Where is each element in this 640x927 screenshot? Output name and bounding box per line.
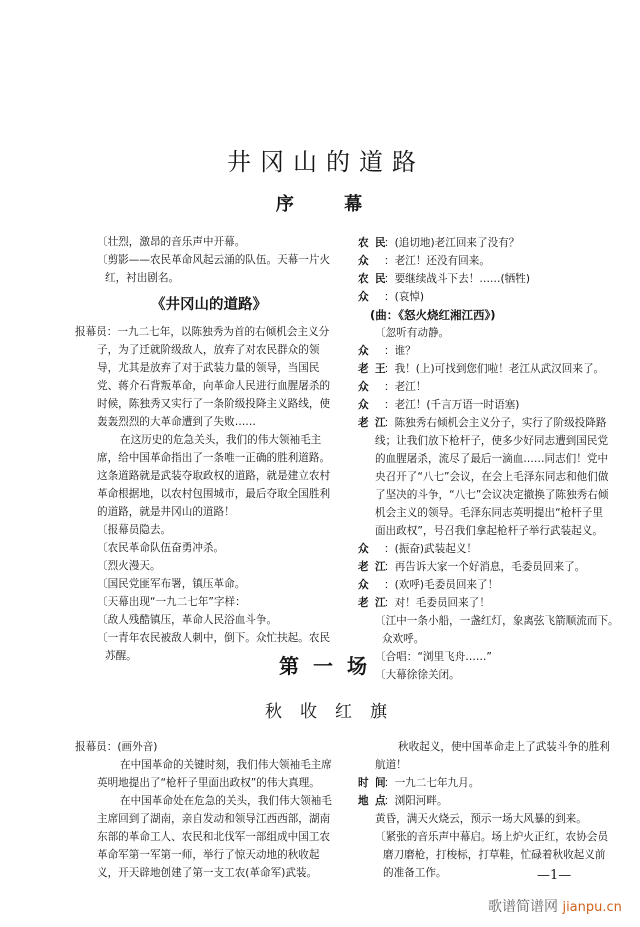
speaker-colon: ： (384, 597, 395, 609)
line-text: 〔一青年农民被敌人刺中，倒下。众忙扶起。农民 (97, 632, 331, 644)
line-text: 〔紧张的音乐声中幕启。场上炉火正红，农协会员 (375, 831, 609, 843)
text-line (75, 323, 343, 341)
scene-one-heading: 第一场 (279, 654, 381, 678)
dialogue-line (358, 378, 623, 396)
speaker-name: 众 (358, 399, 369, 411)
line-text: 对！毛委员回来了！ (394, 597, 490, 609)
speaker-colon: ： (384, 255, 395, 267)
line-text: 《井冈山的道路》 (151, 297, 267, 313)
speaker-name: 众 (358, 381, 369, 393)
line-text: (振奋)武装起义！ (394, 543, 478, 555)
line-text: 央召开了“八七”会议，在会上毛泽东同志和他们做 (375, 471, 609, 483)
line-text: 〔农民革命队伍奋勇冲杀。 (97, 542, 225, 554)
text-line (75, 539, 343, 557)
line-text: 时候，陈独秀又实行了一条阶级投降主义路线，使 (97, 398, 331, 410)
text-line (75, 521, 343, 539)
line-text: 导，尤其是放弃了对于武装力量的领导，当国民 (97, 362, 320, 374)
speaker-name: 老 (358, 417, 369, 429)
watermark-cn: 歌谱简谱网 (488, 899, 558, 915)
text-line (75, 359, 343, 377)
text-line (358, 432, 623, 450)
speaker-name: 时 (358, 777, 369, 789)
speaker-name: 江 (375, 597, 386, 609)
prologue-heading: 序 幕 (275, 194, 385, 215)
speaker-colon: ： (384, 291, 395, 303)
speaker-name: 点 (375, 795, 386, 807)
speaker-colon: ： (384, 561, 395, 573)
text-line (75, 485, 343, 503)
text-line (75, 233, 343, 251)
text-line (358, 450, 623, 468)
line-text: 的血腥屠杀，流尽了最后一滴血……同志们！党中 (375, 453, 609, 465)
dialogue-line (358, 288, 623, 306)
line-text: 磨刀磨枪，打梭标，打草鞋，忙碌着秋收起义前 (383, 849, 606, 861)
text-line (358, 486, 623, 504)
line-text: 在中国革命处在危急的关头，我们伟大领袖毛 (120, 795, 332, 807)
text-line (358, 522, 623, 540)
dialogue-line (358, 594, 623, 612)
line-text: 秋收起义，使中国革命走上了武装斗争的胜利 (398, 741, 610, 753)
text-line (75, 774, 343, 792)
scene-one-left-column (75, 738, 343, 882)
speaker-colon: ： (384, 579, 395, 591)
line-text: 了坚决的斗争，“八七”会议决定撤换了陈独秀右倾 (375, 489, 609, 501)
text-line (75, 611, 343, 629)
speaker-name: 江 (375, 417, 386, 429)
watermark-en: jianpu.cn (562, 900, 622, 915)
line-text: 主席回到了湖南，亲自发动和领导江西西部，湖南 (97, 813, 331, 825)
line-text: 子，为了迁就阶级敌人，放弃了对农民群众的领 (97, 344, 320, 356)
text-line (75, 846, 343, 864)
text-line (75, 341, 343, 359)
line-text: 老江！还没有回来。 (394, 255, 490, 267)
speaker-name: 老 (358, 597, 369, 609)
dialogue-line (358, 558, 623, 576)
speaker-name: 民 (375, 237, 386, 249)
speaker-name: 众 (358, 345, 369, 357)
prologue-right-column (358, 234, 623, 684)
line-text: 我！(上)可找到您们啦！老江从武汉回来了。 (394, 363, 605, 375)
dialogue-line (358, 792, 623, 810)
line-text: 党、蒋介石背叛革命，向革命人民进行血腥屠杀的 (97, 380, 331, 392)
dialogue-line (358, 270, 623, 288)
text-line (75, 629, 343, 647)
line-text: 陈独秀右倾机会主义分子，实行了阶级投降路 (394, 417, 607, 429)
text-line (75, 593, 343, 611)
text-line (358, 324, 623, 342)
line-text: 浏阳河畔。 (394, 795, 448, 807)
speaker-name: 老 (358, 561, 369, 573)
text-line (75, 413, 343, 431)
text-line (75, 828, 343, 846)
dialogue-line (358, 342, 623, 360)
speaker-colon: ： (384, 237, 395, 249)
text-line (358, 738, 623, 756)
line-text: 席，给中国革命指出了一条唯一正确的胜利道路。 (97, 452, 331, 464)
text-line (75, 431, 343, 449)
line-text: (哀悼) (394, 291, 425, 303)
dialogue-line (358, 396, 623, 414)
line-text: 老江！(千言万语一时语塞) (394, 399, 520, 411)
speaker-colon: ： (384, 399, 395, 411)
dialogue-line (358, 252, 623, 270)
speaker-name: 农 (358, 237, 369, 249)
speaker-name: 农 (358, 273, 369, 285)
text-line (75, 864, 343, 882)
line-text: 报幕员：一九二七年，以陈独秀为首的右倾机会主义分 (75, 326, 330, 338)
line-text: 〔敌人残酷镇压，革命人民浴血斗争。 (97, 614, 278, 626)
speaker-name: 众 (358, 291, 369, 303)
scene-one-subtitle: 秋收红旗 (265, 702, 405, 722)
line-text: 〔壮烈，激昂的音乐声中开幕。 (97, 236, 246, 248)
speaker-name: 众 (358, 255, 369, 267)
page-number: —1— (537, 868, 572, 883)
line-text: 〔大幕徐徐关闭。 (375, 669, 460, 681)
line-text: 〔烈火漫天。 (97, 560, 161, 572)
line-text: 再告诉大家一个好消息，毛委员回来了。 (394, 561, 586, 573)
text-line (358, 630, 623, 648)
line-text: 在中国革命的关键时刻，我们伟大领袖毛主席 (120, 759, 332, 771)
speaker-name: 民 (375, 273, 386, 285)
line-text: 东部的革命工人、农民和北伐军一部组成中国工农 (97, 831, 331, 843)
text-line (358, 864, 623, 882)
line-text: 航道！ (375, 759, 407, 771)
speaker-colon: ： (384, 345, 395, 357)
speaker-colon: ： (384, 381, 395, 393)
text-line (358, 306, 623, 324)
text-line (75, 503, 343, 521)
line-text: (追切地)老江回来了没有？ (394, 237, 520, 249)
dialogue-line (358, 576, 623, 594)
speaker-colon: ： (384, 795, 395, 807)
speaker-name: 众 (358, 579, 369, 591)
line-text: 轰轰烈烈的大革命遭到了失败…… (97, 416, 256, 428)
line-text: 线；让我们放下枪杆子，使多少好同志遭到国民党 (375, 435, 609, 447)
speaker-colon: ： (384, 777, 395, 789)
line-text: 〔国民党匪军布署，镇压革命。 (97, 578, 246, 590)
speaker-name: 众 (358, 543, 369, 555)
dialogue-line (358, 540, 623, 558)
text-line (75, 810, 343, 828)
line-text: (曲：《怒火烧红湘江西》) (370, 308, 496, 322)
text-line (358, 846, 623, 864)
text-line (358, 504, 623, 522)
dialogue-line (358, 360, 623, 378)
speaker-name: 王 (375, 363, 386, 375)
line-text: 革命军第一军第一师，举行了惊天动地的秋收起 (97, 849, 320, 861)
speaker-colon: ： (384, 363, 395, 375)
text-line (75, 251, 343, 269)
line-text: 红，衬出剧名。 (105, 272, 180, 284)
speaker-name: 地 (358, 795, 369, 807)
line-text: 义，开天辟地创建了第一支工农(革命军)武装。 (97, 867, 318, 879)
play-title: 井冈山的道路 (227, 148, 425, 176)
line-text: 这条道路就是武装夺取政权的道路，就是建立农村 (97, 470, 331, 482)
text-line (75, 557, 343, 575)
text-line (358, 828, 623, 846)
line-text: 苏醒。 (105, 650, 137, 662)
speaker-colon: ： (384, 273, 395, 285)
line-text: 〔天幕出现“一九二七年”字样： (97, 596, 246, 608)
text-line (75, 449, 343, 467)
text-line (75, 792, 343, 810)
line-text: 在这历史的危急关头，我们的伟大领袖毛主 (120, 434, 322, 446)
dialogue-line (358, 234, 623, 252)
text-line (75, 756, 343, 774)
line-text: 的道路，就是井冈山的道路！ (97, 506, 235, 518)
line-text: 革命根据地，以农村包围城市，最后夺取全国胜利 (97, 488, 331, 500)
watermark (488, 896, 622, 916)
text-line (358, 612, 623, 630)
scene-one-right-column (358, 738, 623, 882)
speaker-name: 江 (375, 561, 386, 573)
line-text: 报幕员：(画外音) (75, 741, 158, 753)
line-text: 〔报幕员隐去。 (97, 524, 172, 536)
line-text: (欢呼)毛委员回来了！ (394, 579, 499, 591)
line-text: 谁？ (394, 345, 416, 357)
prologue-left-column (75, 233, 343, 665)
speaker-colon: ： (384, 543, 395, 555)
line-text: 〔剪影——农民革命风起云涌的队伍。天幕一片火 (97, 254, 331, 266)
text-line (358, 810, 623, 828)
subheading (75, 287, 343, 323)
dialogue-line (358, 774, 623, 792)
text-line (75, 467, 343, 485)
speaker-name: 间 (375, 777, 386, 789)
speaker-colon: ： (384, 417, 395, 429)
line-text: 机会主义的领导。毛泽东同志英明提出“枪杆子里 (375, 507, 603, 519)
line-text: 面出政权”，号召我们拿起枪杆子举行武装起义。 (375, 525, 603, 537)
text-line (75, 269, 343, 287)
text-line (75, 377, 343, 395)
line-text: 老江！ (394, 381, 427, 393)
dialogue-line (358, 414, 623, 432)
line-text: 黄昏，满天火烧云，预示一场大风暴的到来。 (375, 813, 587, 825)
line-text: 〔合唱：“浏里飞舟……” (375, 651, 492, 663)
line-text: 众欢呼。 (382, 633, 425, 645)
line-text: 的准备工作。 (383, 867, 447, 879)
text-line (358, 468, 623, 486)
text-line (75, 575, 343, 593)
text-line (75, 738, 343, 756)
line-text: 英明地提出了“枪杆子里面出政权”的伟大真理。 (97, 777, 320, 789)
line-text: 〔忽听有动静。 (375, 327, 450, 339)
text-line (75, 395, 343, 413)
line-text: 一九二七年九月。 (394, 777, 480, 789)
speaker-name: 老 (358, 363, 369, 375)
line-text: 要继续战斗下去！……(牺牲) (394, 273, 530, 285)
line-text: 〔江中一条小船，一盏红灯，象离弦飞箭顺流而下。 (375, 615, 619, 627)
text-line (358, 756, 623, 774)
